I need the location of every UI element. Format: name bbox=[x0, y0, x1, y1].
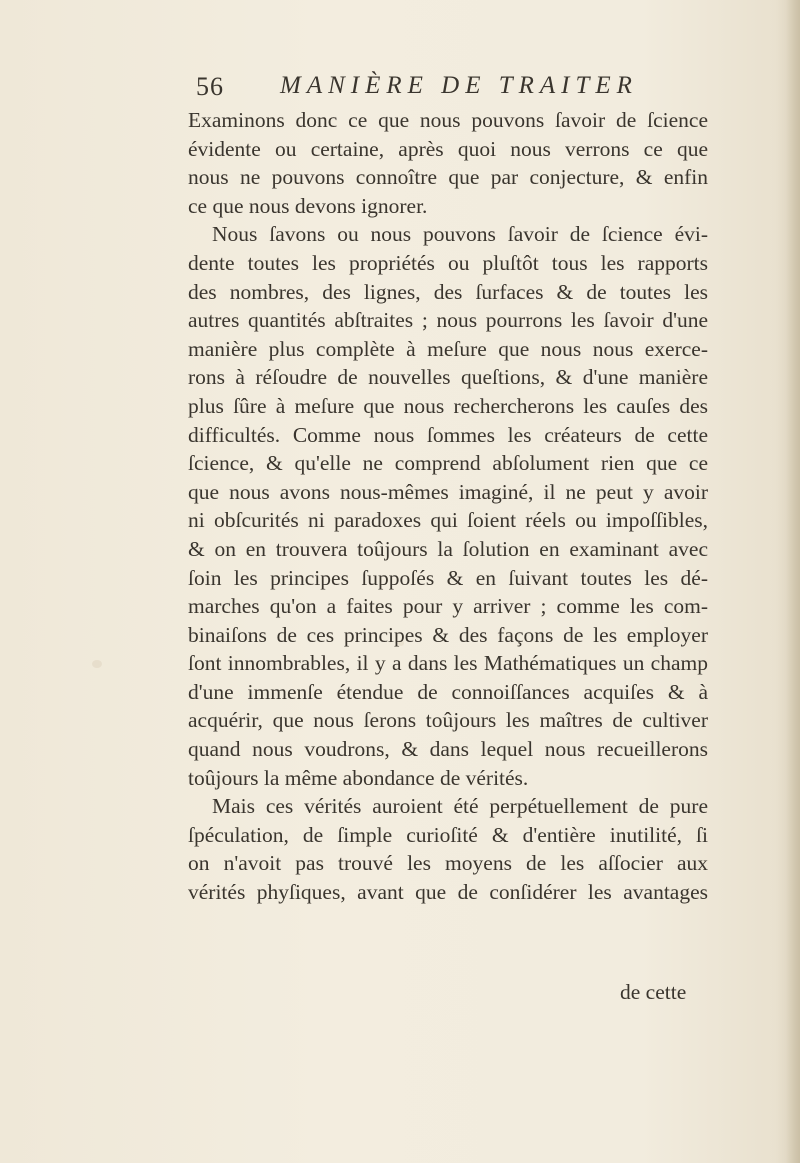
text-line: on n'avoit pas trouvé les moyens de les aſſocier aux bbox=[188, 851, 708, 876]
text-line: ſpéculation, de ſimple curioſité & d'entière inutilité, ſi bbox=[188, 822, 708, 847]
text-line: quand nous voudrons, & dans lequel nous recueillerons bbox=[188, 737, 708, 762]
text-line: ni obſcurités ni paradoxes qui ſoient réels ou impoſſibles, bbox=[188, 508, 708, 533]
text-line: Mais ces vérités auroient été perpétuellement de pure bbox=[212, 794, 708, 819]
text-line: évidente ou certaine, après quoi nous verrons ce que bbox=[188, 136, 708, 161]
text-line: binaiſons de ces principes & des façons de les employer bbox=[188, 622, 708, 647]
text-line: des nombres, des lignes, des ſurfaces & de toutes les bbox=[188, 279, 708, 304]
text-line: toûjours la même abondance de vérités. bbox=[188, 765, 529, 790]
text-line: ce que nous devons ignorer. bbox=[188, 193, 428, 218]
text-line: rons à réſoudre de nouvelles queſtions, & d'une manière bbox=[188, 365, 708, 390]
text-line: que nous avons nous-mêmes imaginé, il ne peut y avoir bbox=[188, 479, 708, 504]
text-line: Nous ſavons ou nous pouvons ſavoir de ſcience évi- bbox=[212, 222, 708, 247]
text-line: & on en trouvera toûjours la ſolution en examinant avec bbox=[188, 536, 708, 561]
text-line: dente toutes les propriétés ou pluſtôt tous les rapports bbox=[188, 250, 708, 275]
page-header bbox=[196, 72, 636, 106]
text-line: nous ne pouvons connoître que par conjecture, & enfin bbox=[188, 165, 708, 190]
text-line: ſoin les principes ſuppoſés & en ſuivant toutes les dé- bbox=[188, 565, 708, 590]
catchword: de cette bbox=[620, 980, 687, 1004]
page-number: 56 bbox=[196, 72, 224, 101]
running-title: MANIÈRE DE TRAITER bbox=[280, 72, 638, 99]
text-line: acquérir, que nous ſerons toûjours les maîtres de cultiver bbox=[188, 708, 708, 733]
paper-stain bbox=[92, 660, 102, 668]
text-line: ſcience, & qu'elle ne comprend abſolument rien que ce bbox=[188, 451, 708, 476]
text-line: marches qu'on a faites pour y arriver ; comme les com- bbox=[188, 594, 708, 619]
body-text bbox=[188, 106, 708, 907]
page-edge-shadow bbox=[786, 0, 800, 1163]
text-line: manière plus complète à meſure que nous nous exerce- bbox=[188, 336, 708, 361]
text-line: autres quantités abſtraites ; nous pourrons les ſavoir d'une bbox=[188, 308, 708, 333]
text-line: plus ſûre à meſure que nous rechercherons les cauſes des bbox=[188, 393, 708, 418]
text-line: ſont innombrables, il y a dans les Mathématiques un champ bbox=[188, 651, 708, 676]
text-line: vérités phyſiques, avant que de conſidérer les avantages bbox=[188, 880, 708, 905]
text-line: difficultés. Comme nous ſommes les créateurs de cette bbox=[188, 422, 708, 447]
text-line: d'une immenſe étendue de connoiſſances acquiſes & à bbox=[188, 679, 708, 704]
text-line: Examinons donc ce que nous pouvons ſavoir de ſcience bbox=[188, 108, 708, 132]
